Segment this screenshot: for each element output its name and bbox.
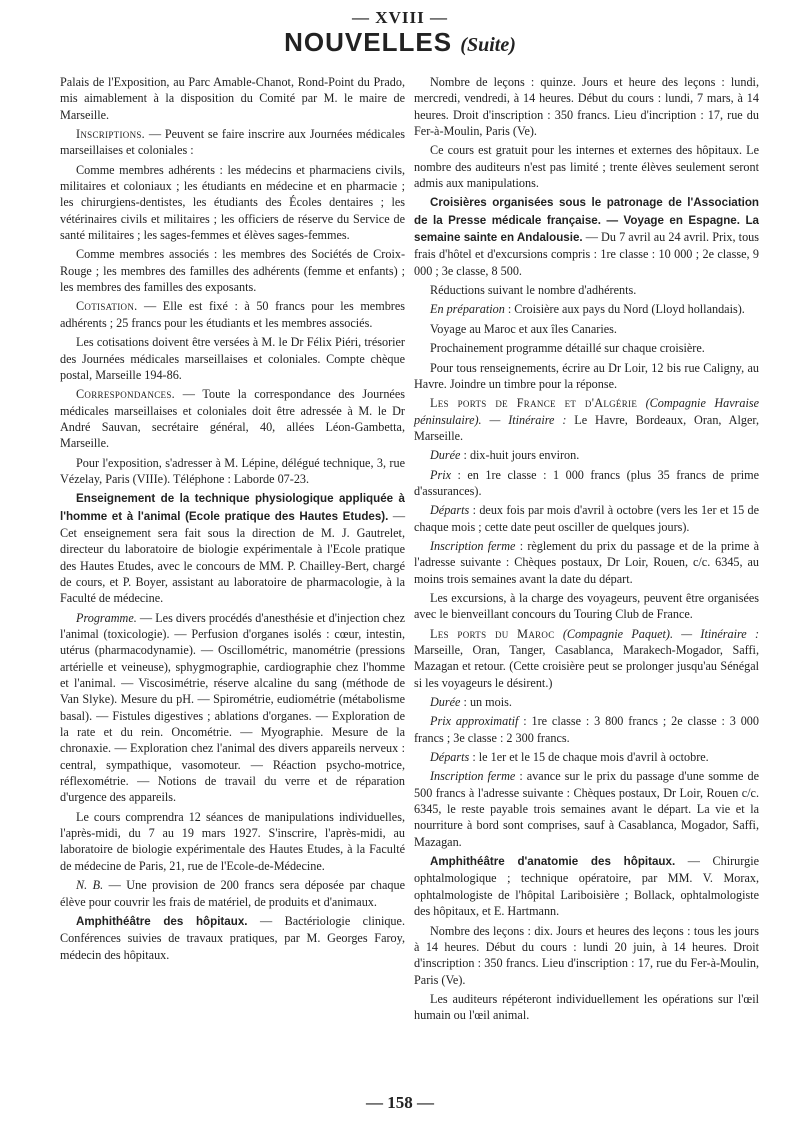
paragraph: Inscription ferme : avance sur le prix du passage d'une somme de 500 francs à l'adresse suivante : Chèques postaux, Dr Loir, Rouen c/c. 6345, le reste payable trois semaines avant le départ. La vie et la nourriture à bord sont comprises, sauf à Casablanca, Mogador, Saffi, Mazagan. <box>414 769 759 849</box>
paragraph: Départs : deux fois par mois d'avril à octobre (vers les 1er et 15 de chaque mois ; cette date peut osciller de quelques jours). <box>414 503 759 534</box>
paragraph: Les ports de France et d'Algérie (Compagnie Havraise péninsulaire). — Itinéraire : Le Havre, Bordeaux, Oran, Alger, Marseille. <box>414 396 759 443</box>
paragraph: En préparation : Croisière aux pays du Nord (Lloyd hollandais). <box>430 302 745 317</box>
right-column <box>414 74 759 1027</box>
paragraph: Inscription ferme : règlement du prix du passage et de la prime à l'adresse suivante : Chèques postaux, Dr Loir, Rouen, c/c. 6345, au moins trois semaines avant la date du départ. <box>414 538 760 586</box>
paragraph: Prix approximatif : 1re classe : 3 800 francs ; 2e classe : 3 000 francs ; 3e classe : 2 300 francs. <box>414 714 759 745</box>
paragraph: Amphithéâtre des hôpitaux. — Bactériologie clinique. Conférences suivies de travaux pratiques, par M. Georges Faroy, médecin des hôpitaux. <box>60 913 405 962</box>
paragraph: Inscriptions. — Peuvent se faire inscrire aux Journées médicales marseillaises et coloniales : <box>60 127 405 158</box>
paragraph: N. B. — Une provision de 200 francs sera déposée par chaque élève pour couvrir les frais de matériel, de produits et d'animaux. <box>60 878 405 909</box>
paragraph: Prix : en 1re classe : 1 000 francs (plus 35 francs de prime d'assurances). <box>414 467 759 498</box>
paragraph: Nombre des leçons : dix. Jours et heures des leçons : tous les jours à 14 heures. Début du cours : lundi 20 juin, à 14 heures. Droit d'inscription : 350 francs. Lieu d'inscription : 17, rue du Fer-à-Moulin, Paris (Ve). <box>414 923 759 987</box>
paragraph: Nombre de leçons : quinze. Jours et heure des leçons : lundi, mercredi, vendredi, à 14 heures. Début du cours : lundi, 7 mars, à 14 heures. Droit d'inscription : 350 francs. Lieu d'incription : 17, rue du Fer-à-Moulin, Paris (Ve). <box>414 75 759 139</box>
paragraph: Enseignement de la technique physiologique appliquée à l'homme et à l'animal (Ecole pratique des Hautes Etudes). — Cet enseignement sera fait sous la direction de M. J. Gautrelet, directeur du laboratoire de biologie expérimentale à l'Ecole pratique des Hautes Etudes, avec le concours de MM. P. Chailley-Bert, chargé de cours, et P. Boyer, assistant au laboratoire de pharmacologie, à la Faculté de médecine. <box>60 492 406 606</box>
paragraph: Pour tous renseignements, écrire au Dr Loir, 12 bis rue Caligny, au Havre. Joindre un timbre pour la réponse. <box>414 360 759 391</box>
paragraph: Les auditeurs répéteront individuellement les opérations sur l'œil humain ou l'œil animal. <box>414 991 759 1023</box>
left-column <box>60 74 405 966</box>
paragraph: Prochainement programme détaillé sur chaque croisière. <box>430 341 705 356</box>
paragraph: Les ports du Maroc (Compagnie Paquet). — Itinéraire : Marseille, Oran, Tanger, Casablanca, Marakech-Mogador, Saffi, Mazagan et retour. (Cette croisière peut se prolonger jusqu'au Sénégal si les voyageurs le désirent.) <box>414 626 759 690</box>
paragraph: Voyage au Maroc et aux îles Canaries. <box>430 321 617 336</box>
paragraph: Comme membres adhérents : les médecins et pharmaciens civils, militaires et coloniaux ; les étudiants en médecine et en pharmacie ; les chirurgiens-dentistes, les étudiants des Écoles dentaires ; les vétérinaires civils et militaires ; les officiers de réserve du Service de santé militaires ; les sages-femmes et élèves sages-femmes. <box>60 162 405 243</box>
title-suite: (Suite) <box>460 34 516 56</box>
page-number: — 158 — <box>366 1093 434 1112</box>
paragraph: Réductions suivant le nombre d'adhérents. <box>430 283 637 298</box>
paragraph: Ce cours est gratuit pour les internes et externes des hôpitaux. Le nombre des auditeurs n'est pas limité ; trente élèves seulement seront admis aux manipulations. <box>414 143 759 191</box>
paragraph: Les excursions, à la charge des voyageurs, peuvent être organisées avec le bienveillant concours du Touring Club de France. <box>414 590 759 622</box>
header-roman-numeral: — XVIII — <box>352 8 448 27</box>
paragraph: Cotisation. — Elle est fixé : à 50 francs pour les membres adhérents ; 25 francs pour les étudiants et les membres associés. <box>60 299 405 330</box>
paragraph: Comme membres associés : les membres des Sociétés de Croix-Rouge ; les membres des familles des adhérents (femme et enfants) ; les membres des familles des exposants. <box>60 247 405 295</box>
page-title <box>0 27 800 58</box>
paragraph: Amphithéâtre d'anatomie des hôpitaux. — Chirurgie ophtalmologique ; technique opératoire, par MM. V. Morax, ophtalmologiste de l'hôpital Lariboisière ; Bollack, ophtalmologiste des hôpitaux, et E. Hartmann. <box>414 854 759 919</box>
paragraph: Durée : dix-huit jours environ. <box>430 448 580 463</box>
paragraph: Croisières organisées sous le patronage de l'Association de la Presse médicale française. — Voyage en Espagne. La semaine sainte en Andalousie. — Du 7 avril au 24 avril. Prix, tous frais d'hôtel et d'excursions compris : 1re classe : 10 000 ; 2e classe, 9 000 ; 3e classe, 8 500. <box>414 196 759 278</box>
paragraph: Durée : un mois. <box>430 695 512 710</box>
paragraph: Palais de l'Exposition, au Parc Amable-Chanot, Rond-Point du Prado, mis aimablement à la disposition du Comité par M. le maire de Marseille. <box>60 75 405 122</box>
paragraph: Correspondances. — Toute la correspondance des Journées médicales marseillaises et coloniales doit être adressée à M. le Dr André Sauvan, secrétaire général, 40, allées Léon-Gambetta, Marseille. <box>60 387 405 451</box>
title-main: NOUVELLES <box>284 27 453 57</box>
paragraph: Le cours comprendra 12 séances de manipulations individuelles, l'après-midi, du 7 au 19 mars 1927. S'inscrire, l'après-midi, au laboratoire de biologie expérimentale des Hautes Etudes, à la Faculté de médecine de Paris, 21, rue de l'Ecole-de-Médecine. <box>60 809 405 873</box>
paragraph: Départs : le 1er et le 15 de chaque mois d'avril à octobre. <box>430 750 709 765</box>
paragraph: Les cotisations doivent être versées à M. le Dr Félix Piéri, trésorier des Journées médicales marseillaises et coloniales. Compte chèque postal, Marseille 194-86. <box>60 335 405 382</box>
paragraph: Pour l'exposition, s'adresser à M. Lépine, délégué technique, 3, rue Vézelay, Paris (VIIIe). Téléphone : Laborde 07-23. <box>60 455 405 486</box>
paragraph: Programme. — Les divers procédés d'anesthésie et d'injection chez l'animal (toxicologie). — Perfusion d'organes isolés : cœur, intestin, utérus (pharmacodynamie). — Oscillométric, manométrie (pressions artérielle et veineuse), sphygmographie, cardiographie chez l'homme et l'animal. — Viscosimétrie, réserve alcaline du sang (méthode de Van Slyke). Mesure du pH. — Spirométrie, eudiométrie (métabolisme basal). — Fistules digestives ; ablations d'organes. — Exploration de la rate et du rein. Oncométrie. — Myographie. Mesure de la chronaxie. — Exploration chez l'animal des divers appareils nerveux : central, sympathique, vasomoteur. — Réaction psycho-motrice, réflexométrie. — Notions de travail du verre et de réparation d'urgence des appareils. <box>60 610 405 805</box>
